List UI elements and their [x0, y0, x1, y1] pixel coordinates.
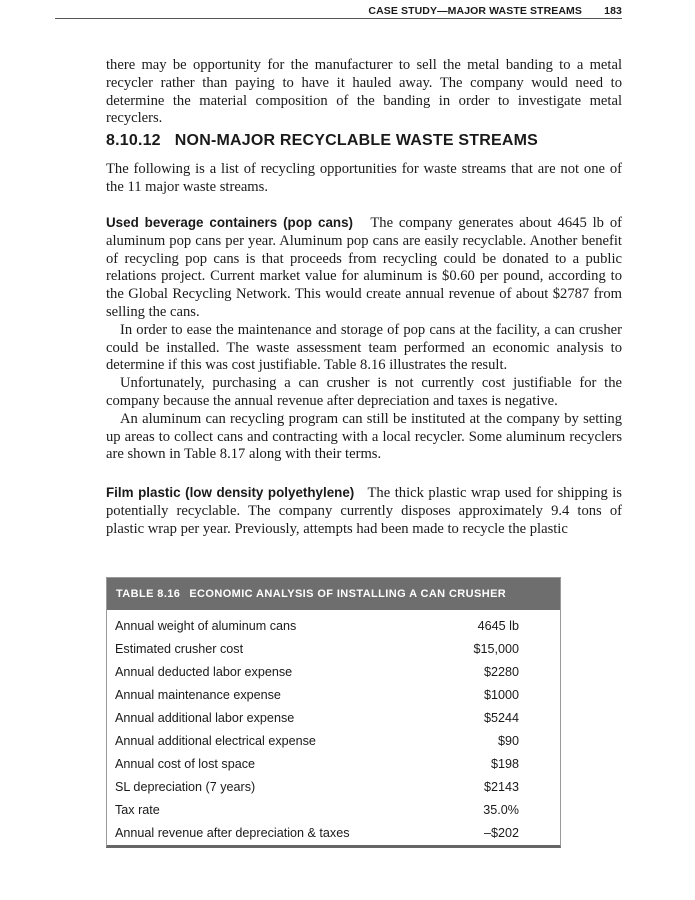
film-plastic-heading: Film plastic (low density polyethylene) — [106, 485, 355, 500]
pop-cans-paragraph-1: The company generates about 4645 lb of aluminum pop cans per year. Aluminum pop cans are easily recyclable. Another benefit of recycling pop cans is that proceeds from recycling could be donated to a public relations project. Current market value for aluminum is $0.60 per pound, according to the Global Recycling Network. This would create annual revenue of about $2787 from selling the cans. — [106, 215, 622, 320]
row-value: $2143 — [483, 780, 519, 794]
row-value: 4645 lb — [477, 619, 519, 633]
section-title: NON-MAJOR RECYCLABLE WASTE STREAMS — [174, 132, 539, 149]
row-label: Annual maintenance expense — [115, 688, 281, 702]
row-value: $5244 — [483, 711, 519, 725]
row-label: Tax rate — [115, 803, 160, 817]
table-row — [107, 753, 560, 776]
row-label: SL depreciation (7 years) — [115, 780, 256, 794]
row-value: $2280 — [483, 665, 519, 679]
table-row — [107, 661, 560, 684]
table-title: ECONOMIC ANALYSIS OF INSTALLING A CAN CRUSHER — [189, 588, 507, 600]
row-value: $198 — [490, 757, 519, 771]
table-row — [107, 730, 560, 753]
pop-cans-heading: Used beverage containers (pop cans) — [106, 215, 354, 230]
row-label: Estimated crusher cost — [115, 642, 244, 656]
economic-analysis-table — [106, 577, 561, 848]
section-number: 8.10.12 — [106, 132, 161, 149]
row-label: Annual additional labor expense — [115, 711, 295, 725]
running-head — [55, 4, 622, 19]
table-row — [107, 684, 560, 707]
row-label: Annual revenue after depreciation & taxes — [115, 826, 350, 840]
pop-cans-section — [106, 214, 622, 464]
table-number: TABLE 8.16 — [116, 588, 181, 600]
row-value: –$202 — [483, 826, 519, 840]
running-head-title: CASE STUDY—MAJOR WASTE STREAMS — [368, 5, 582, 17]
table-row — [107, 822, 560, 845]
table-body — [107, 610, 560, 845]
table-caption — [107, 578, 560, 610]
row-value: $90 — [497, 734, 519, 748]
row-label: Annual additional electrical expense — [115, 734, 316, 748]
row-label: Annual cost of lost space — [115, 757, 256, 771]
table-row — [107, 707, 560, 730]
film-plastic-section — [106, 484, 622, 538]
row-label: Annual weight of aluminum cans — [115, 619, 297, 633]
pop-cans-paragraph-4: An aluminum can recycling program can still be instituted at the company by setting up areas to collect cans and contracting with a local recycler. Some aluminum recyclers are shown in Table 8.17 along with their terms. — [106, 410, 622, 463]
table-row — [107, 638, 560, 661]
section-heading — [106, 132, 538, 150]
table-row — [107, 776, 560, 799]
row-value: $15,000 — [473, 642, 519, 656]
intro-paragraph: there may be opportunity for the manufacturer to sell the metal banding to a metal recycler rather than paying to have it hauled away. The company would need to determine the material composition of the banding in order to investigate metal recyclers. — [106, 57, 622, 127]
section-intro: The following is a list of recycling opportunities for waste streams that are not one of the 11 major waste streams. — [106, 161, 622, 195]
table-row — [107, 615, 560, 638]
pop-cans-paragraph-2: In order to ease the maintenance and storage of pop cans at the facility, a can crusher could be installed. The waste assessment team performed an economic analysis to determine if this was cost justifiable. Table 8.16 illustrates the result. — [106, 321, 622, 374]
row-value: 35.0% — [483, 803, 519, 817]
row-label: Annual deducted labor expense — [115, 665, 293, 679]
page-number: 183 — [604, 5, 622, 17]
film-plastic-paragraph: The thick plastic wrap used for shipping is potentially recyclable. The company currently disposes approximately 9.4 tons of plastic wrap per year. Previously, attempts had been made to recycle the plastic — [106, 485, 622, 537]
pop-cans-paragraph-3: Unfortunately, purchasing a can crusher is not currently cost justifiable for the company because the annual revenue after depreciation and taxes is negative. — [106, 375, 622, 409]
row-value: $1000 — [483, 688, 519, 702]
table-row — [107, 799, 560, 822]
